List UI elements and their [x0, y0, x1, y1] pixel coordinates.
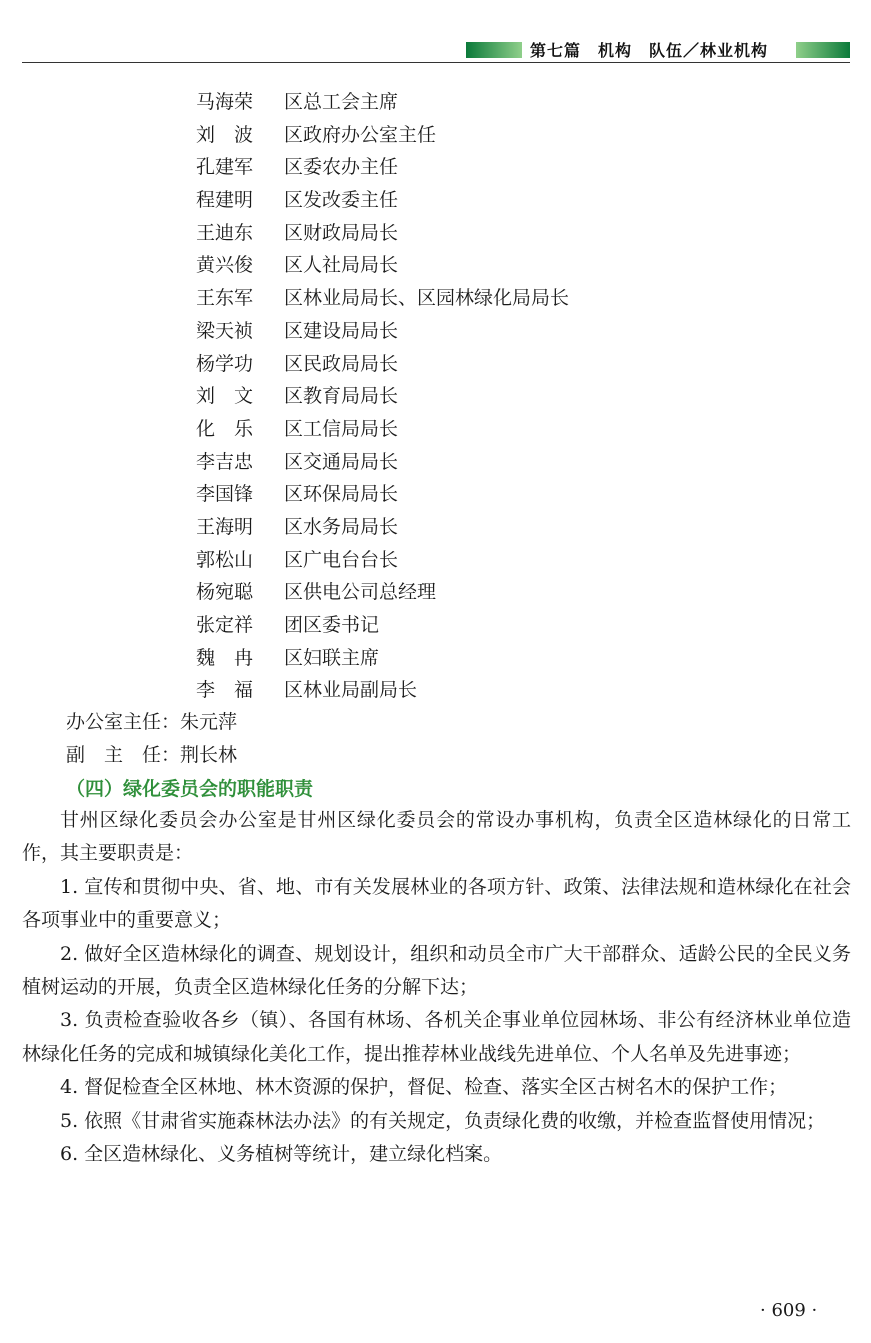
office-deputy: 副 主 任：荆长林 — [66, 744, 238, 766]
member-row — [196, 282, 569, 315]
member-role: 区林业局局长、区园林绿化局局长 — [284, 287, 570, 310]
member-name: 化 乐 — [196, 417, 254, 440]
member-row — [196, 446, 569, 479]
duty-item-1: 1. 宣传和贯彻中央、省、地、市有关发展林业的各项方针、政策、法律法规和造林绿化在社会各项事业中的重要意义； — [22, 875, 851, 932]
section-heading: （四）绿化委员会的职能职责 — [66, 778, 314, 800]
member-role: 区委农办主任 — [284, 156, 399, 179]
member-role: 区林业局副局长 — [284, 679, 418, 702]
member-name: 李国锋 — [196, 483, 254, 506]
member-name: 杨宛聪 — [196, 581, 254, 604]
header-rule — [22, 62, 850, 63]
member-role: 区总工会主席 — [284, 91, 399, 113]
member-role: 区政府办公室主任 — [284, 123, 437, 146]
member-row — [196, 380, 569, 413]
member-row — [196, 642, 569, 675]
member-name: 杨学功 — [196, 352, 254, 375]
member-role: 区供电公司总经理 — [284, 581, 437, 604]
duty-item-3: 3. 负责检查验收各乡（镇）、各国有林场、各机关企事业单位园林场、非公有经济林业单位造林绿化任务的完成和城镇绿化美化工作，提出推荐林业战线先进单位、个人名单及先进事迹； — [22, 1009, 851, 1065]
member-role: 区建设局局长 — [284, 319, 399, 342]
section-body — [22, 804, 851, 1171]
member-role: 区水务局局长 — [284, 515, 399, 538]
member-row — [196, 609, 569, 642]
member-row — [196, 119, 569, 152]
member-name: 王东军 — [196, 287, 254, 310]
member-name: 梁天祯 — [196, 319, 254, 342]
member-role: 区妇联主席 — [284, 646, 380, 669]
member-name: 王海明 — [196, 515, 254, 538]
member-row — [196, 544, 569, 577]
intro-paragraph: 甘州区绿化委员会办公室是甘州区绿化委员会的常设办事机构，负责全区造林绿化的日常工作，其主要职责是： — [22, 809, 851, 865]
member-row — [196, 413, 569, 446]
duty-item-5: 5. 依照《甘肃省实施森林法办法》的有关规定，负责绿化费的收缴，并检查监督使用情况； — [60, 1109, 826, 1132]
member-role: 区教育局局长 — [284, 385, 399, 408]
member-row — [196, 478, 569, 511]
member-row — [196, 151, 569, 184]
member-name: 李 福 — [196, 679, 254, 702]
member-name: 郭松山 — [196, 548, 254, 571]
member-role: 区发改委主任 — [284, 189, 399, 212]
member-role: 团区委书记 — [284, 614, 380, 636]
member-role: 区财政局局长 — [284, 221, 399, 244]
member-role: 区民政局局长 — [284, 352, 399, 375]
member-row — [196, 348, 569, 381]
office-director: 办公室主任：朱元萍 — [66, 711, 238, 733]
member-name: 张定祥 — [196, 614, 254, 636]
header-accent-bar-left — [466, 42, 522, 58]
member-name: 魏 冉 — [196, 646, 254, 669]
member-row — [196, 217, 569, 250]
running-header — [0, 0, 871, 70]
member-role: 区环保局局长 — [284, 483, 399, 506]
member-row — [196, 184, 569, 217]
duty-item-4: 4. 督促检查全区林地、林木资源的保护，督促、检查、落实全区古树名木的保护工作； — [60, 1076, 788, 1099]
member-name: 马海荣 — [196, 91, 254, 113]
member-row — [196, 86, 569, 119]
member-row — [196, 249, 569, 282]
member-name: 刘 波 — [196, 123, 254, 146]
member-row — [196, 674, 569, 707]
member-name: 刘 文 — [196, 385, 254, 408]
member-role: 区工信局局长 — [284, 417, 399, 440]
header-title: 第七篇 机构 队伍／林业机构 — [530, 41, 769, 60]
member-name: 王迪东 — [196, 221, 254, 244]
duty-item-2: 2. 做好全区造林绿化的调查、规划设计，组织和动员全市广大干部群众、适龄公民的全民义务植树运动的开展，负责全区造林绿化任务的分解下达； — [22, 942, 851, 999]
header-accent-bar-right — [796, 42, 850, 58]
member-row — [196, 576, 569, 609]
member-name: 程建明 — [196, 189, 254, 212]
member-row — [196, 511, 569, 544]
member-role: 区人社局局长 — [284, 254, 399, 277]
committee-member-list — [196, 86, 569, 707]
member-name: 黄兴俊 — [196, 254, 254, 277]
member-role: 区交通局局长 — [284, 450, 399, 473]
member-name: 李吉忠 — [196, 450, 254, 473]
page-number: · 609 · — [760, 1300, 818, 1321]
member-name: 孔建军 — [196, 156, 254, 179]
member-row — [196, 315, 569, 348]
member-role: 区广电台台长 — [284, 548, 399, 571]
duty-item-6: 6. 全区造林绿化、义务植树等统计，建立绿化档案。 — [60, 1143, 503, 1166]
